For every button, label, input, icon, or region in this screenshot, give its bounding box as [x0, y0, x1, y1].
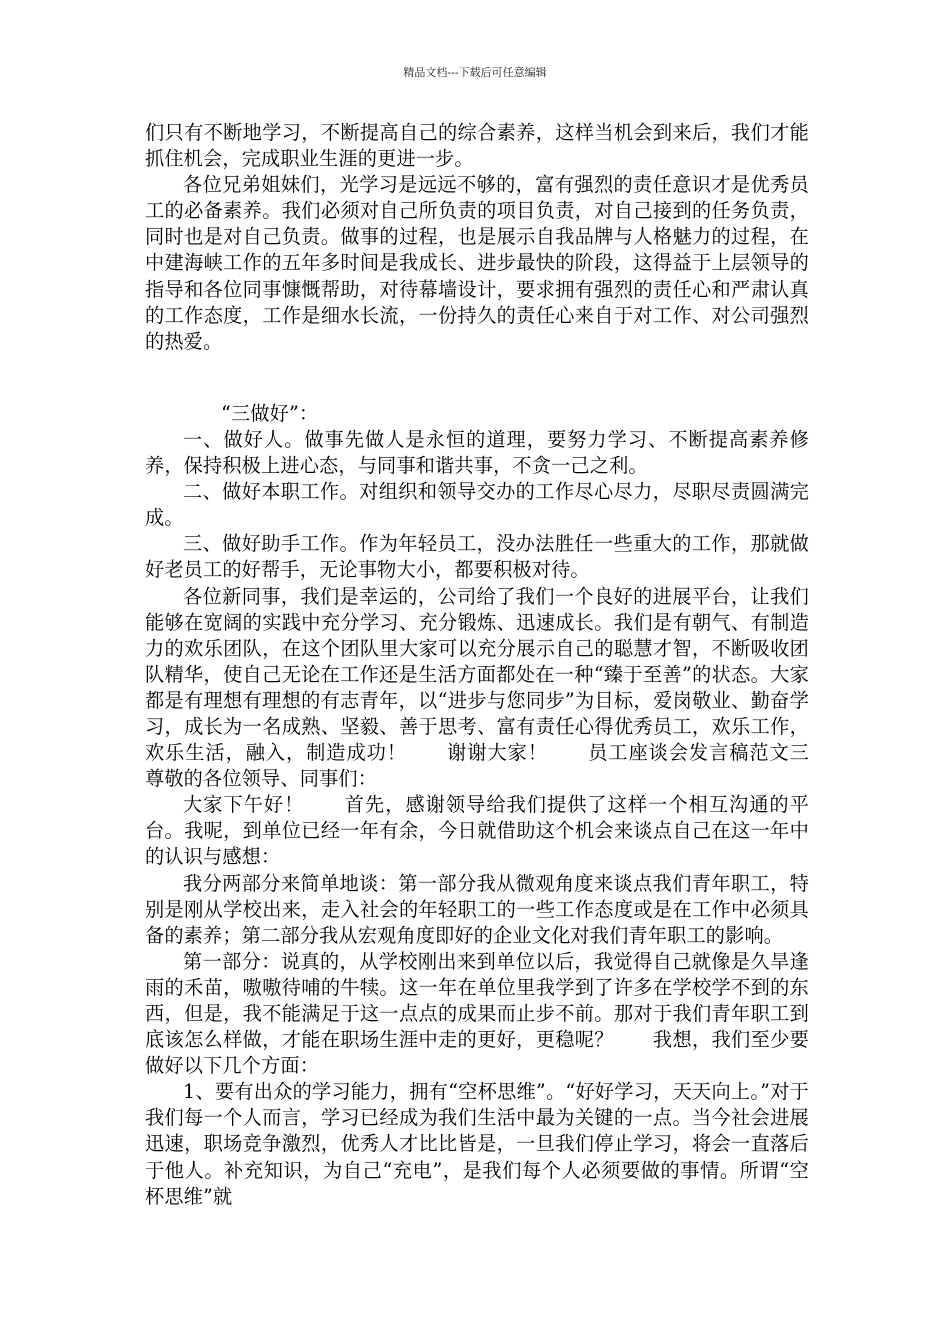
paragraph-part-one: 第一部分：说真的，从学校刚出来到单位以后，我觉得自己就像是久旱逢雨的禾苗，嗷嗷待哺的牛犊。这一年在单位里我学到了许多在学校学不到的东西，但是，我不能满足于这一点点的成果而止步不前。那对于我们青年职工到底该怎么样做，才能在职场生涯中走的更好，更稳呢？ 我想，我们至少要做好以下几个方面： [145, 949, 809, 1078]
paragraph-item-two: 二、做好本职工作。对组织和领导交办的工作尽心尽力，尽职尽责圆满完成。 [145, 480, 809, 530]
paragraph-responsibility: 各位兄弟姐妹们，光学习是远远不够的，富有强烈的责任意识才是优秀员工的必备素养。我们必须对自己所负责的项目负责，对自己接到的任务负责，同时也是对自己负责。做事的过程，也是展示自我品牌与人格魅力的过程，在中建海峡工作的五年多时间是我成长、进步最快的阶段，这得益于上层领导的指导和各位同事慷慨帮助，对待幕墙设计，要求拥有强烈的责任心和严肃认真的工作态度，工作是细水长流，一份持久的责任心来自于对工作、对公司强烈的热爱。 [145, 173, 809, 353]
document-body [145, 120, 848, 1210]
paragraph-learning-ability: 1、要有出众的学习能力，拥有“空杯思维”。“好好学习，天天向上。”对于我们每一个人而言，学习已经成为我们生活中最为关键的一点。当今社会进展迅速，职场竞争激烈，优秀人才比比皆是，一旦我们停止学习，将会一直落后于他人。补充知识，为自己“充电”，是我们每个人必须要做的事情。所谓“空杯思维”就 [145, 1080, 809, 1208]
paragraph-continuation: 们只有不断地学习，不断提高自己的综合素养，这样当机会到来后，我们才能抓住机会，完成职业生涯的更进一步。 [145, 121, 809, 171]
paragraph-greeting: 大家下午好！ 首先，感谢领导给我们提供了这样一个相互沟通的平台。我呢，到单位已经一年有余，今日就借助这个机会来谈点自己在这一年中的认识与感想： [145, 793, 809, 869]
paragraph-new-colleagues: 各位新同事，我们是幸运的，公司给了我们一个良好的进展平台，让我们能够在宽阔的实践中充分学习、充分锻炼、迅速成长。我们是有朝气、有制造力的欢乐团队，在这个团队里大家可以充分展示自己的聪慧才智，不断吸收团队精华，使自己无论在工作还是生活方面都处在一种“臻于至善”的状态。大家都是有理想有理想的有志青年，以“进步与您同步”为目标，爱岗敬业、勤奋学习，成长为一名成熟、坚毅、善于思考、富有责任心得优秀员工，欢乐工作，欢乐生活，融入，制造成功！ 谢谢大家！ 员工座谈会发言稿范文三 尊敬的各位领导、同事们： [145, 584, 848, 791]
blank-line [145, 355, 809, 401]
paragraph-item-three: 三、做好助手工作。作为年轻员工，没办法胜任一些重大的工作，那就做好老员工的好帮手，无论事物大小，都要积极对待。 [145, 532, 809, 582]
section-heading-three-goods: “三做好”： [221, 401, 319, 425]
page-header: 精品文档---下载后可任意编辑 [403, 66, 547, 79]
paragraph-item-one: 一、做好人。做事先做人是永恒的道理，要努力学习、不断提高素养修养，保持积极上进心态，与同事和谐共事，不贪一己之利。 [145, 427, 809, 478]
paragraph-two-parts: 我分两部分来简单地谈：第一部分我从微观角度来谈点我们青年职工，特别是刚从学校出来，走入社会的年轻职工的一些工作态度或是在工作中必须具备的素养；第二部分我从宏观角度即好的企业文化对我们青年职工的影响。 [145, 871, 809, 947]
